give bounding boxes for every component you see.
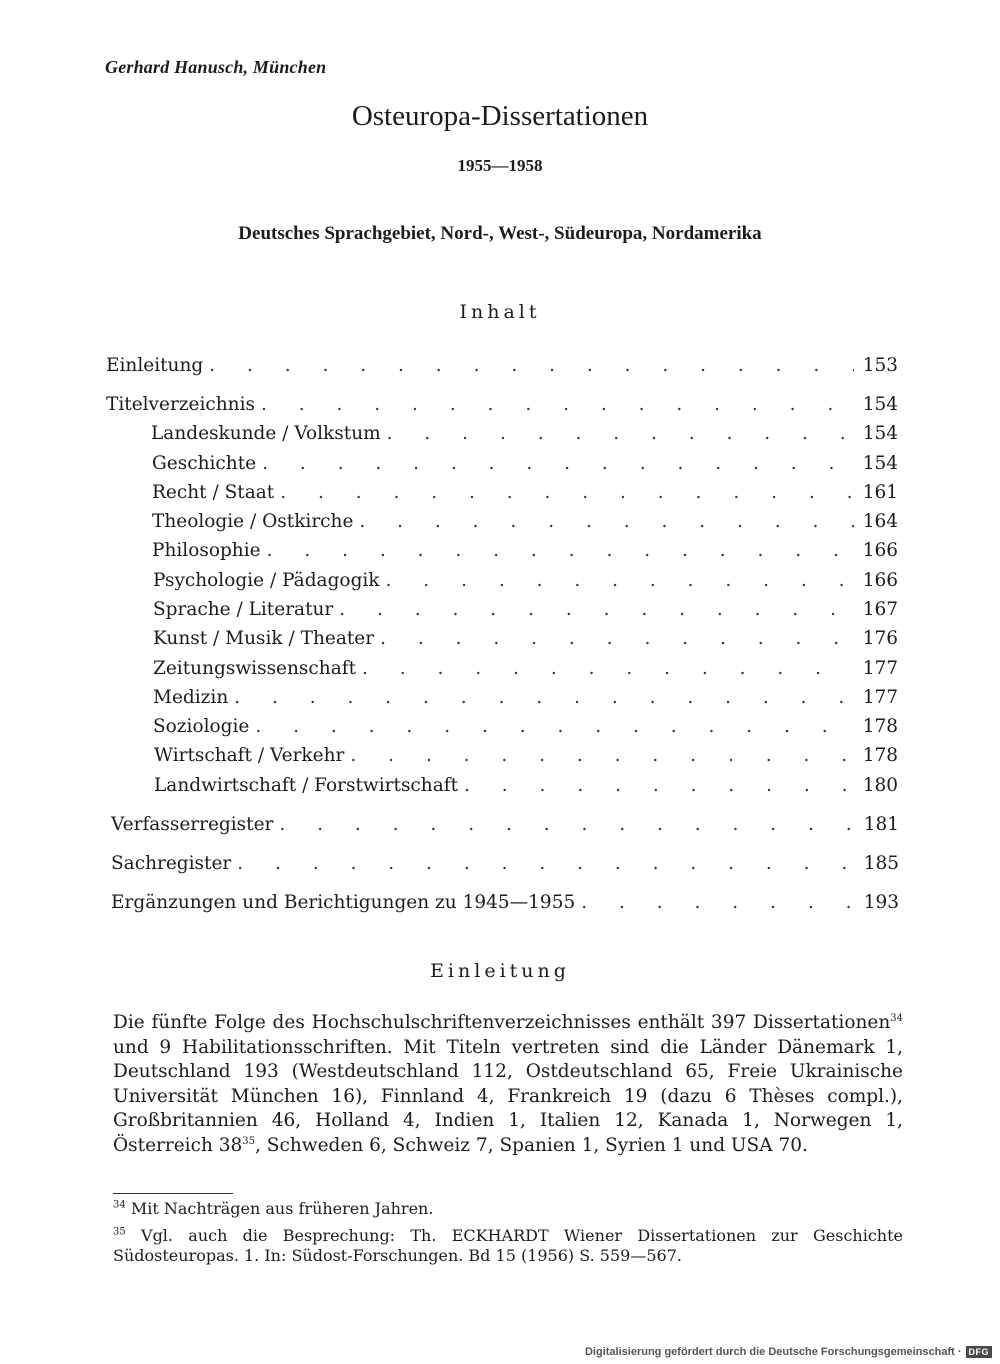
toc-leader bbox=[267, 540, 854, 561]
footnote-ref-35: 35 bbox=[242, 1135, 256, 1147]
year-range: 1955—1958 bbox=[457, 156, 543, 175]
toc-entry-label: Wirtschaft / Verkehr bbox=[154, 745, 345, 766]
toc-entry-label: Zeitungswissenschaft bbox=[153, 658, 357, 679]
toc-entry-label: Sachregister bbox=[111, 853, 232, 874]
toc-entry-page: 180 bbox=[862, 775, 898, 796]
toc-entry-page: 154 bbox=[862, 453, 898, 474]
toc-entry-label: Ergänzungen und Berichtigungen zu 1945—1955 bbox=[111, 892, 576, 913]
toc-leader bbox=[280, 482, 854, 503]
toc-entry-page: 177 bbox=[862, 687, 898, 708]
toc-leader bbox=[261, 394, 854, 415]
page-subtitle: Deutsches Sprachgebiet, Nord-, West-, Südeuropa, Nordamerika bbox=[238, 223, 762, 244]
toc-entry-label: Landwirtschaft / Forstwirtschaft bbox=[154, 775, 459, 796]
toc-leader bbox=[255, 716, 854, 737]
toc-entry-label: Medizin bbox=[153, 687, 229, 708]
toc-subentry bbox=[153, 570, 898, 591]
toc-entry-page: 167 bbox=[862, 599, 898, 620]
toc-leader bbox=[234, 687, 854, 708]
toc-entry-page: 185 bbox=[863, 853, 899, 874]
toc-leader bbox=[209, 355, 854, 376]
toc-entry-page: 193 bbox=[863, 892, 899, 913]
footnote-mark: 35 bbox=[113, 1226, 126, 1238]
toc-leader bbox=[339, 599, 854, 620]
toc-entry bbox=[111, 853, 899, 874]
dfg-logo-icon: DFG bbox=[966, 1346, 993, 1358]
toc-leader bbox=[386, 570, 854, 591]
toc-subentry bbox=[154, 745, 898, 766]
toc-entry-page: 177 bbox=[862, 658, 898, 679]
toc-entry-page: 154 bbox=[862, 423, 898, 444]
toc-subentry bbox=[153, 628, 898, 649]
toc-subentry bbox=[153, 599, 898, 620]
intro-text: und 9 Habilitationsschriften. Mit Titeln vertreten sind die Länder Dänemark 1, Deutschland 193 (Westdeutschland 112, Ostdeutschland 65, Freie Ukrainische Universität München 16), Finnland 4, Frankreich 19 (dazu 6 Thèses compl.), Großbritannien 46, Holland 4, Indien 1, Italien 12, Kanada 1, Norwegen 1, Österreich 38 bbox=[113, 1036, 903, 1156]
toc-leader bbox=[380, 628, 854, 649]
toc-subentry bbox=[153, 658, 898, 679]
toc-entry bbox=[106, 355, 898, 376]
toc-leader bbox=[237, 853, 855, 874]
toc-entry-label: Kunst / Musik / Theater bbox=[153, 628, 375, 649]
toc-subentry bbox=[152, 482, 898, 503]
toc-subentry bbox=[152, 511, 898, 532]
toc-subentry bbox=[151, 423, 898, 444]
toc-leader bbox=[387, 423, 854, 444]
toc-leader bbox=[359, 511, 854, 532]
toc-entry-page: 154 bbox=[862, 394, 898, 415]
toc-leader bbox=[262, 453, 854, 474]
footnote-34 bbox=[113, 1199, 903, 1219]
author-line: Gerhard Hanusch, München bbox=[105, 57, 327, 77]
toc-entry-label: Verfasserregister bbox=[111, 814, 274, 835]
toc-entry-label: Titelverzeichnis bbox=[106, 394, 256, 415]
toc-entry-page: 176 bbox=[862, 628, 898, 649]
intro-heading: Einleitung bbox=[430, 960, 570, 982]
footnote-mark: 34 bbox=[113, 1199, 126, 1211]
toc-subentry bbox=[153, 687, 898, 708]
toc-entry bbox=[111, 892, 899, 913]
toc-entry-page: 166 bbox=[862, 570, 898, 591]
toc-entry-label: Landeskunde / Volkstum bbox=[151, 423, 381, 444]
toc-entry-page: 181 bbox=[863, 814, 899, 835]
toc-entry-label: Psychologie / Pädagogik bbox=[153, 570, 380, 591]
footer-text: Digitalisierung gefördert durch die Deutsche Forschungsgemeinschaft · bbox=[584, 1346, 962, 1358]
toc-entry-page: 178 bbox=[862, 716, 898, 737]
toc-subentry bbox=[152, 540, 898, 561]
toc-entry bbox=[111, 814, 899, 835]
toc-entry-label: Theologie / Ostkirche bbox=[152, 511, 354, 532]
intro-text: Die fünfte Folge des Hochschulschriftenverzeichnisses enthält 397 Dissertationen bbox=[113, 1012, 891, 1033]
toc-subentry bbox=[153, 716, 898, 737]
footnote-text: Vgl. auch die Besprechung: Th. ECKHARDT Wiener Dissertationen zur Geschichte Südosteuropas. 1. In: Südost-Forschungen. Bd 15 (1956) S. 559—567. bbox=[113, 1226, 903, 1265]
toc-leader bbox=[279, 814, 855, 835]
page-title: Osteuropa-Dissertationen bbox=[351, 100, 649, 132]
toc-entry-page: 164 bbox=[862, 511, 898, 532]
footnote-text: Mit Nachträgen aus früheren Jahren. bbox=[125, 1199, 434, 1218]
toc-leader bbox=[350, 745, 854, 766]
toc-entry-page: 161 bbox=[862, 482, 898, 503]
footnote-divider bbox=[113, 1193, 233, 1194]
toc-entry-page: 166 bbox=[862, 540, 898, 561]
toc-entry-label: Soziologie bbox=[153, 716, 250, 737]
footnote-35 bbox=[113, 1226, 903, 1266]
toc-entry-label: Sprache / Literatur bbox=[153, 599, 334, 620]
toc-entry-label: Recht / Staat bbox=[152, 482, 275, 503]
toc-entry-page: 153 bbox=[862, 355, 898, 376]
toc-entry bbox=[106, 394, 898, 415]
toc-entry-label: Geschichte bbox=[152, 453, 257, 474]
toc-entry-page: 178 bbox=[862, 745, 898, 766]
digitization-footer bbox=[585, 1346, 992, 1358]
toc-entry-label: Einleitung bbox=[106, 355, 204, 376]
toc-subentry bbox=[152, 453, 898, 474]
toc-heading: Inhalt bbox=[459, 301, 541, 323]
toc-leader bbox=[362, 658, 854, 679]
intro-paragraph bbox=[113, 1011, 903, 1158]
toc-leader bbox=[581, 892, 855, 913]
toc-leader bbox=[464, 775, 854, 796]
toc-entry-label: Philosophie bbox=[152, 540, 261, 561]
toc-subentry bbox=[154, 775, 898, 796]
intro-text: , Schweden 6, Schweiz 7, Spanien 1, Syrien 1 und USA 70. bbox=[255, 1134, 808, 1156]
footnote-ref-34: 34 bbox=[890, 1012, 903, 1024]
